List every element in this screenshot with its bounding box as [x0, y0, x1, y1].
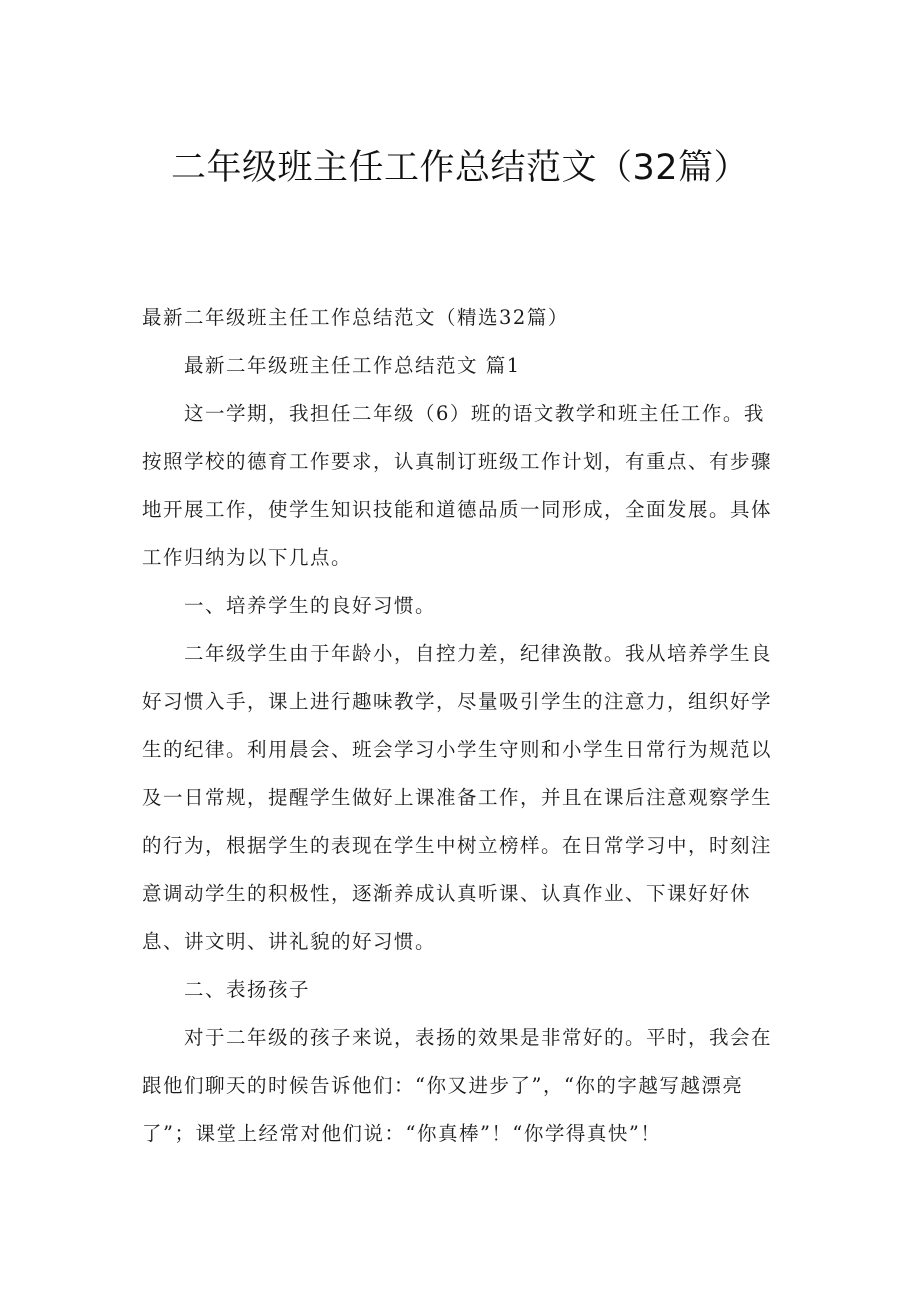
paragraph-praise: 对于二年级的孩子来说，表扬的效果是非常好的。平时，我会在跟他们聊天的时候告诉他们：“你又进步了”，“你的字越写越漂亮了”；课堂上经常对他们说：“你真棒”！“你学得真快”！ — [142, 1026, 773, 1145]
heading-praise: 二、表扬孩子 — [184, 978, 311, 1001]
paragraph-good-habits: 二年级学生由于年龄小，自控力差，纪律涣散。我从培养学生良好习惯入手，课上进行趣味教学，尽量吸引学生的注意力，组织好学生的纪律。利用晨会、班会学习小学生守则和小学生日常行为规范以及一日常规，提醒学生做好上课准备工作，并且在课后注意观察学生的行为，根据学生的表现在学生中树立榜样。在日常学习中，时刻注意调动学生的积极性，逐渐养成认真听课、认真作业、下课好好休息、讲文明、讲礼貌的好习惯。 — [142, 642, 773, 953]
document-subtitle: 最新二年级班主任工作总结范文（精选32篇） — [142, 306, 569, 329]
heading-good-habits: 一、培养学生的良好习惯。 — [184, 594, 437, 617]
document-title: 二年级班主任工作总结范文（32篇） — [170, 148, 750, 188]
section-heading: 最新二年级班主任工作总结范文 篇1 — [184, 354, 521, 377]
paragraph-intro: 这一学期，我担任二年级（6）班的语文教学和班主任工作。我按照学校的德育工作要求，认真制订班级工作计划，有重点、有步骤地开展工作，使学生知识技能和道德品质一同形成，全面发展。具体工作归纳为以下几点。 — [142, 402, 773, 569]
